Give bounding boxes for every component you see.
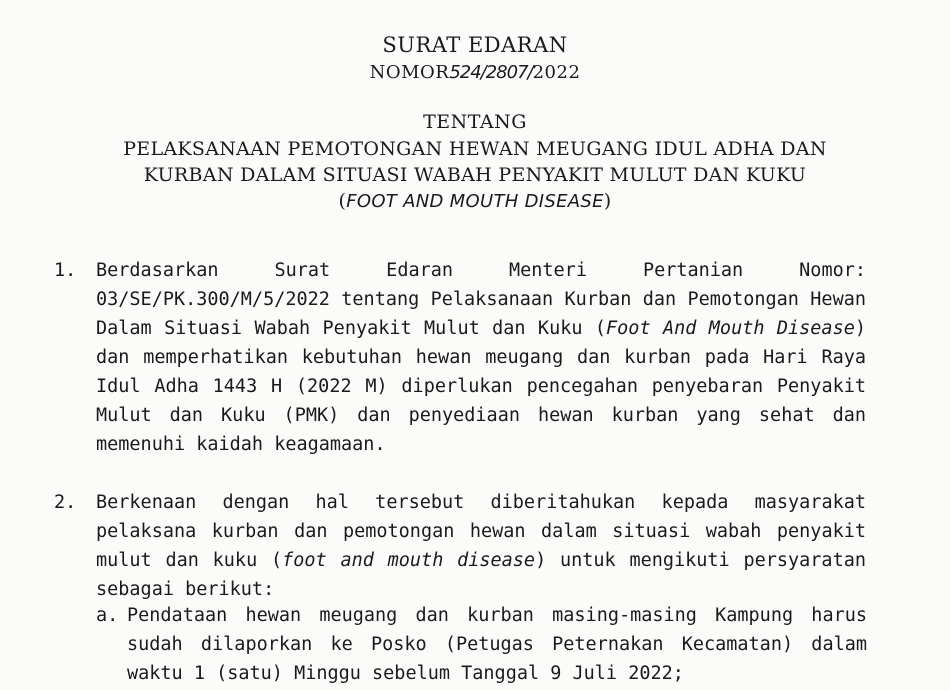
document-subject — [60, 136, 890, 215]
handwritten-number: 524/2807/ — [449, 62, 533, 83]
number-year: 2022 — [532, 62, 581, 83]
item-1-number: 1. — [54, 260, 77, 281]
item-1-paragraph: Berdasarkan Surat Edaran Menteri Pertanian Nomor: 03/SE/PK.300/M/5/2022 tentang Pelaksanaan Kurban dan Pemotongan Hewan Dalam Situasi Wabah Penyakit Mulut dan Kuku (Foot And Mouth Disease) dan memperhatikan kebutuhan hewan meugang dan kurban pada Hari Raya Idul Adha 1443 H (2022 M) diperlukan pencegahan penyebaran Penyakit Mulut dan Kuku (PMK) dan penyediaan hewan kurban yang sehat dan memenuhi kaidah keagamaan. — [96, 260, 866, 455]
subject-line-2: KURBAN DALAM SITUASI WABAH PENYAKIT MULUT DAN KUKU — [143, 164, 807, 186]
item-2a-paragraph: Pendataan hewan meugang dan kurban masing-masing Kampung harus sudah dilaporkan ke Posko (Petugas Peternakan Kecamatan) dalam waktu 1 (satu) Minggu sebelum Tanggal 9 Juli 2022; — [127, 605, 867, 684]
subject-line-3: (FOOT AND MOUTH DISEASE) — [338, 190, 612, 212]
number-prefix: NOMOR — [369, 62, 450, 83]
document-number — [0, 60, 950, 86]
subject-line-1: PELAKSANAAN PEMOTONGAN HEWAN MEUGANG IDUL ADHA DAN — [123, 138, 827, 160]
item-2-paragraph: Berkenaan dengan hal tersebut diberitahukan kepada masyarakat pelaksana kurban dan pemotongan hewan dalam situasi wabah penyakit mulut dan kuku (foot and mouth disease) untuk mengikuti persyaratan sebagai berikut: — [96, 492, 866, 600]
document-title: SURAT EDARAN — [382, 33, 568, 57]
item-2-number: 2. — [54, 492, 77, 513]
item-2a-letter: a. — [96, 605, 119, 626]
subject-italic: FOOT AND MOUTH DISEASE — [346, 191, 604, 212]
about-label: TENTANG — [423, 111, 527, 133]
